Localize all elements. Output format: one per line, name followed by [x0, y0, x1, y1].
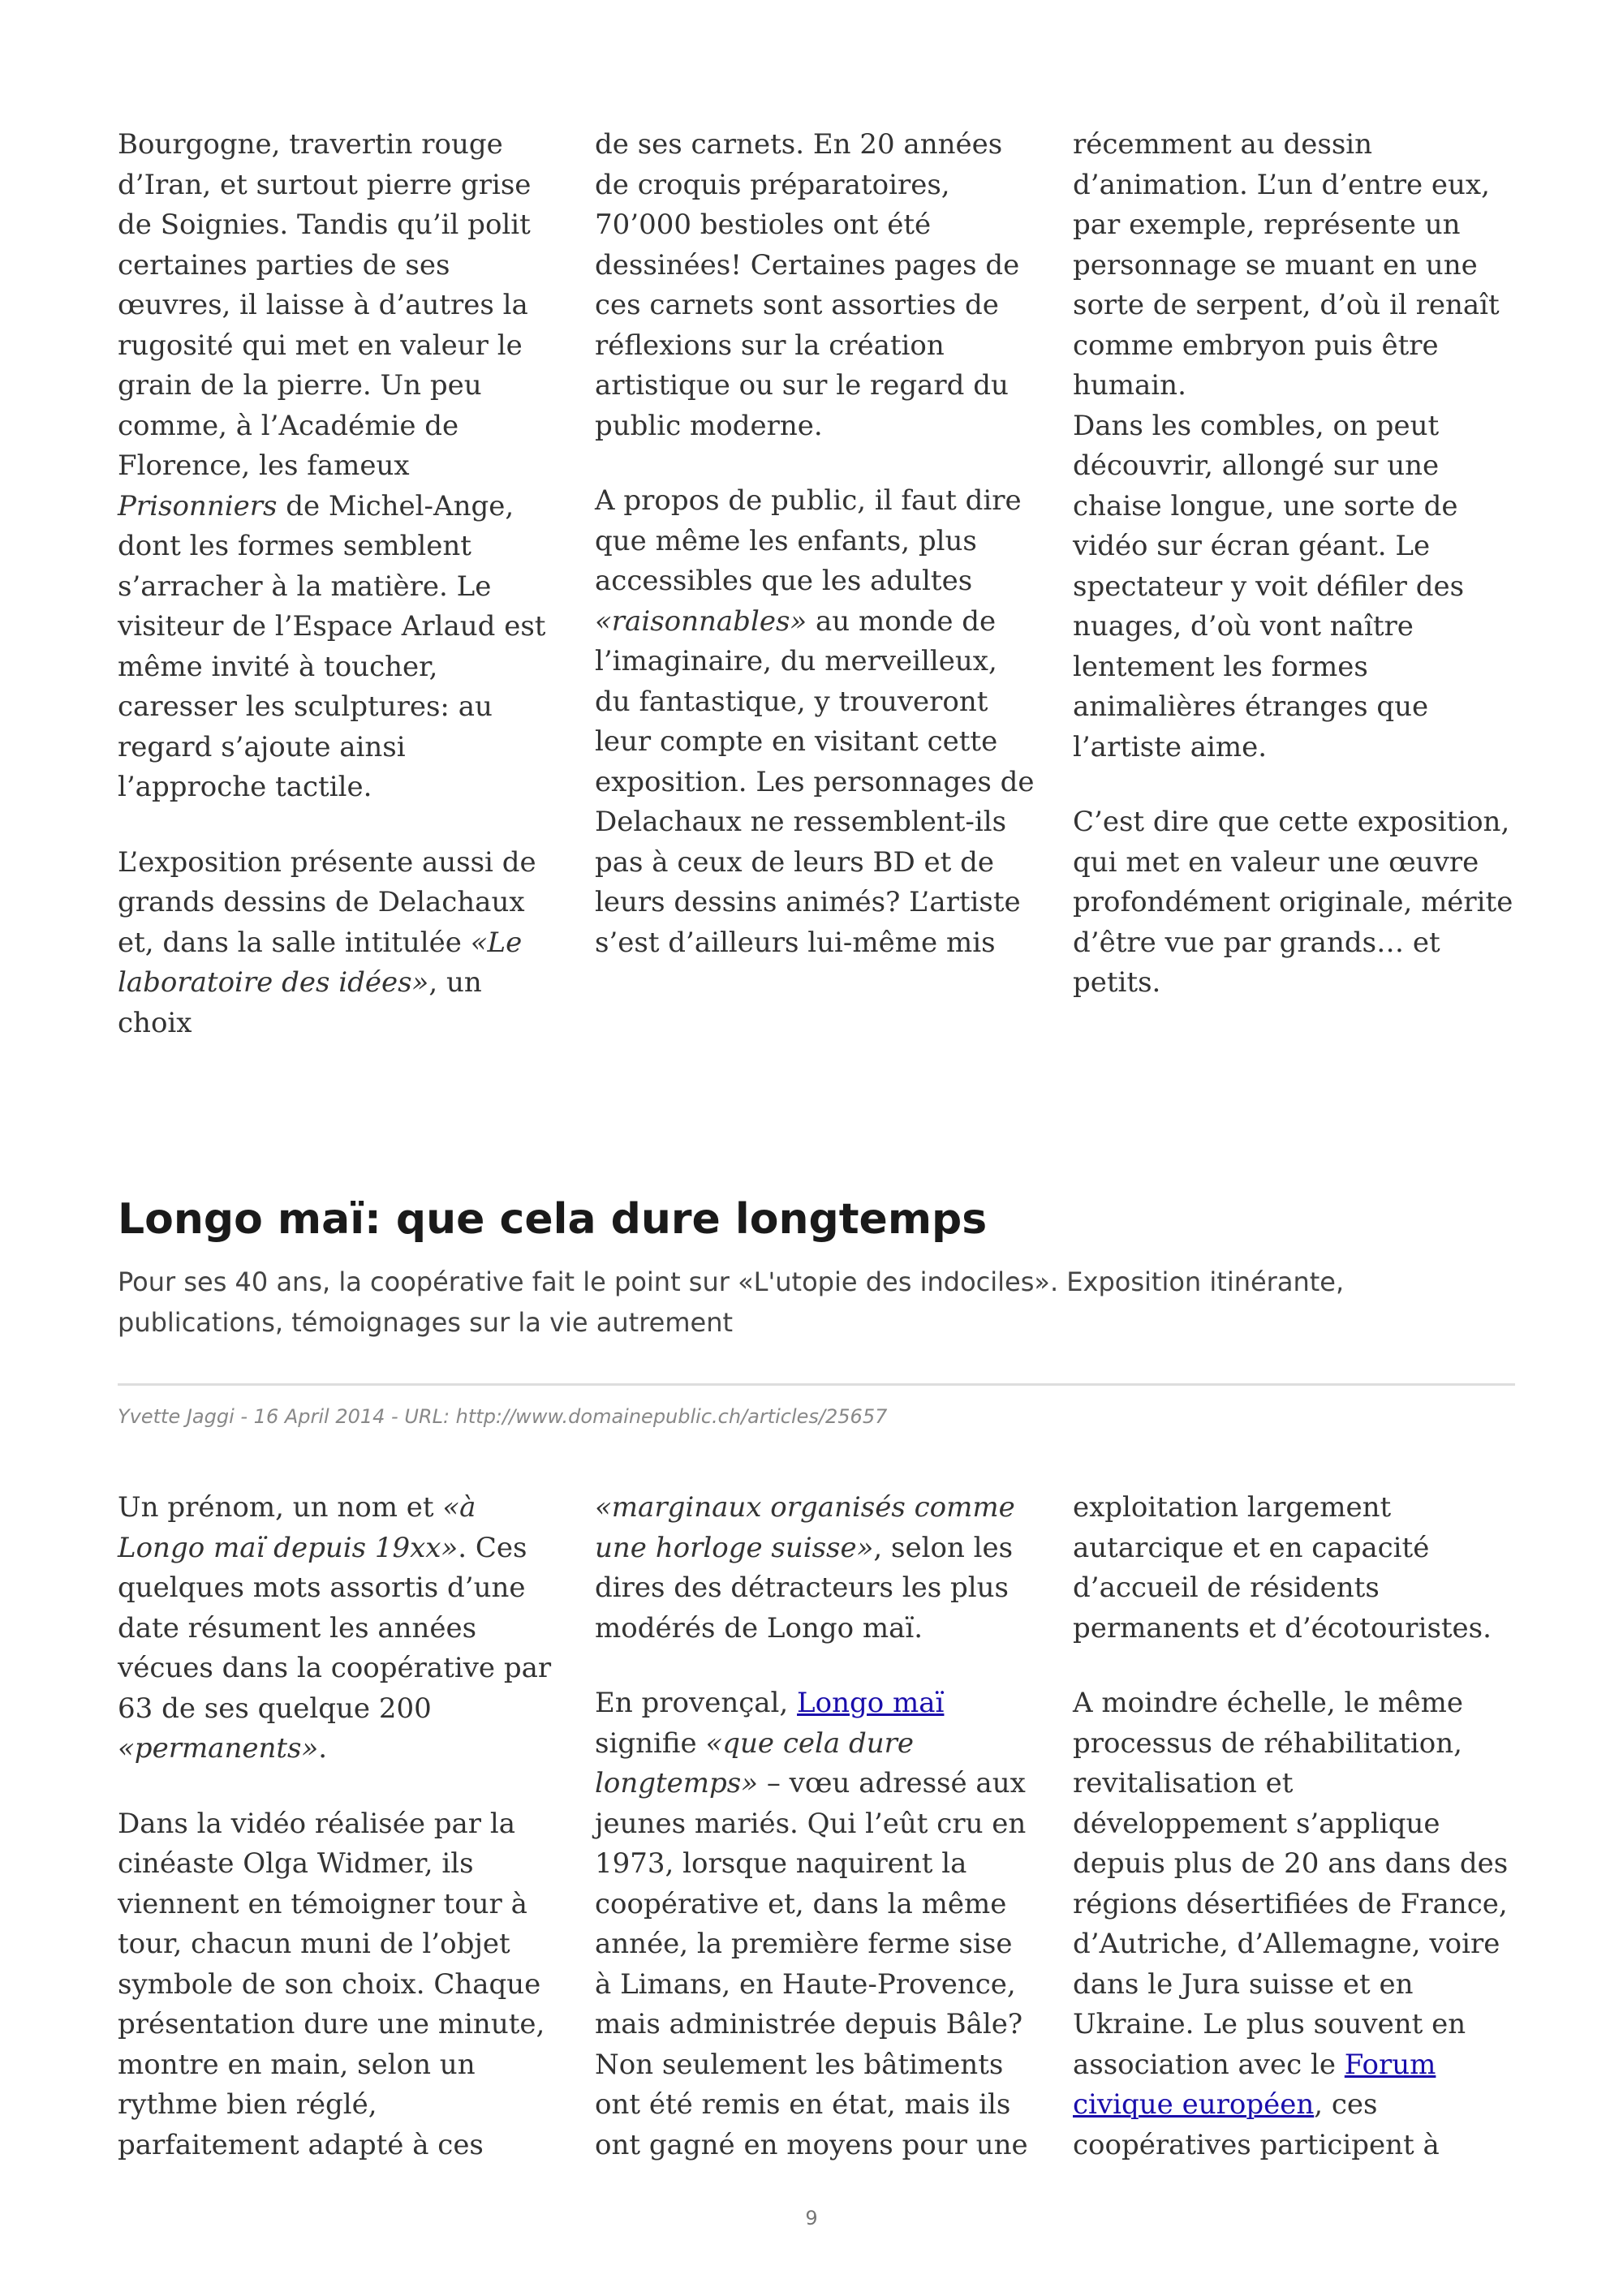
article-meta: Yvette Jaggi - 16 April 2014 - URL: http://www.domainepublic.ch/articles/25657 [118, 1405, 888, 1428]
paragraph: de ses carnets. En 20 années de croquis préparatoires, 70’000 bestioles ont été dessinées! Certaines pages de ces carnets sont assorties de réflexions sur la création artistique ou sur le regard du public moderne. [595, 128, 1020, 442]
forum-civique-link[interactable]: Forum civique européen [1073, 2048, 1436, 2121]
article-column-3 [1073, 1488, 1515, 2165]
paragraph: A propos de public, il faut dire que même les enfants, plus accessibles que les adultes «raisonnables» au monde de l’imaginaire, du merveilleux, du fantastique, y trouveront leur compte en visitant cette exposition. Les personnages de Delachaux ne ressemblent-ils pas à ceux de leurs BD et de leurs dessins animés? L’artiste s’est d’ailleurs lui-même mis [595, 484, 1035, 959]
page-number: 9 [805, 2207, 818, 2229]
paragraph: «marginaux organisés comme une horloge suisse», selon les dires des détracteurs les plus modérés de Longo maï. [595, 1491, 1015, 1645]
paragraph: C’est dire que cette exposition, qui met en valeur une œuvre profondément originale, mérite d’être vue par grands… et petits. [1073, 806, 1513, 999]
prev-article-column-1 [118, 125, 560, 1043]
paragraph: exploitation largement autarcique et en capacité d’accueil de résidents permanents et d’écotouristes. [1073, 1491, 1492, 1645]
article-column-1 [118, 1488, 560, 2165]
paragraph: récemment au dessin d’animation. L’un d’entre eux, par exemple, représente un personnage se muant en une sorte de serpent, d’où il renaît comme embryon puis être humain. [1073, 128, 1500, 402]
paragraph: Un prénom, un nom et «à Longo maï depuis 19xx». Ces quelques mots assortis d’une date résument les années vécues dans la coopérative par 63 de ses quelque 200 «permanents». [118, 1491, 552, 1765]
paragraph: Bourgogne, travertin rouge d’Iran, et surtout pierre grise de Soignies. Tandis qu’il polit certaines parties de ses œuvres, il laisse à d’autres la rugosité qui met en valeur le grain de la pierre. Un peu comme, à l’Académie de Florence, les fameux Prisonniers de Michel-Ange, dont les formes semblent s’arracher à la matière. Le visiteur de l’Espace Arlaud est même invité à toucher, caresser les sculptures: au regard s’ajoute ainsi l’approche tactile. [118, 128, 546, 803]
prev-article-column-3 [1073, 125, 1515, 1004]
longo-mai-link[interactable]: Longo maï [797, 1687, 945, 1719]
paragraph: A moindre échelle, le même processus de réhabilitation, revitalisation et développement s’applique depuis plus de 20 ans dans des régions désertifiées de France, d’Autriche, d’Allemagne, voire dans le Jura suisse et en Ukraine. Le plus souvent en association avec le Forum civique européen, ces coopératives participent à [1073, 1687, 1509, 2161]
paragraph: Dans les combles, on peut découvrir, allongé sur une chaise longue, une sorte de vidéo sur écran géant. Le spectateur y voit défiler des nuages, d’où vont naître lentement les formes animalières étranges que l’artiste aime. [1073, 409, 1465, 763]
paragraph: Dans la vidéo réalisée par la cinéaste Olga Widmer, ils viennent en témoigner tour à tour, chacun muni de l’objet symbole de son choix. Chaque présentation dure une minute, montre en main, selon un rythme bien réglé, parfaitement adapté à ces [118, 1807, 545, 2161]
paragraph: L’exposition présente aussi de grands dessins de Delachaux et, dans la salle intitulée «Le laboratoire des idées», un choix [118, 845, 536, 1039]
article-column-2 [595, 1488, 1037, 2165]
article-title: Longo maï: que cela dure longtemps [118, 1195, 988, 1244]
divider [118, 1383, 1515, 1386]
paragraph: En provençal, Longo maï signifie «que cela dure longtemps» – vœu adressé aux jeunes mariés. Qui l’eût cru en 1973, lorsque naquirent la coopérative et, dans la même année, la première ferme sise à Limans, en Haute-Provence, mais administrée depuis Bâle? Non seulement les bâtiments ont été remis en état, mais ils ont gagné en moyens pour une [595, 1687, 1028, 2161]
prev-article-column-2 [595, 125, 1037, 963]
article-lead: Pour ses 40 ans, la coopérative fait le point sur «L'utopie des indociles». Exposition itinérante, publications, témoignages sur la vie autrement [118, 1266, 1345, 1338]
